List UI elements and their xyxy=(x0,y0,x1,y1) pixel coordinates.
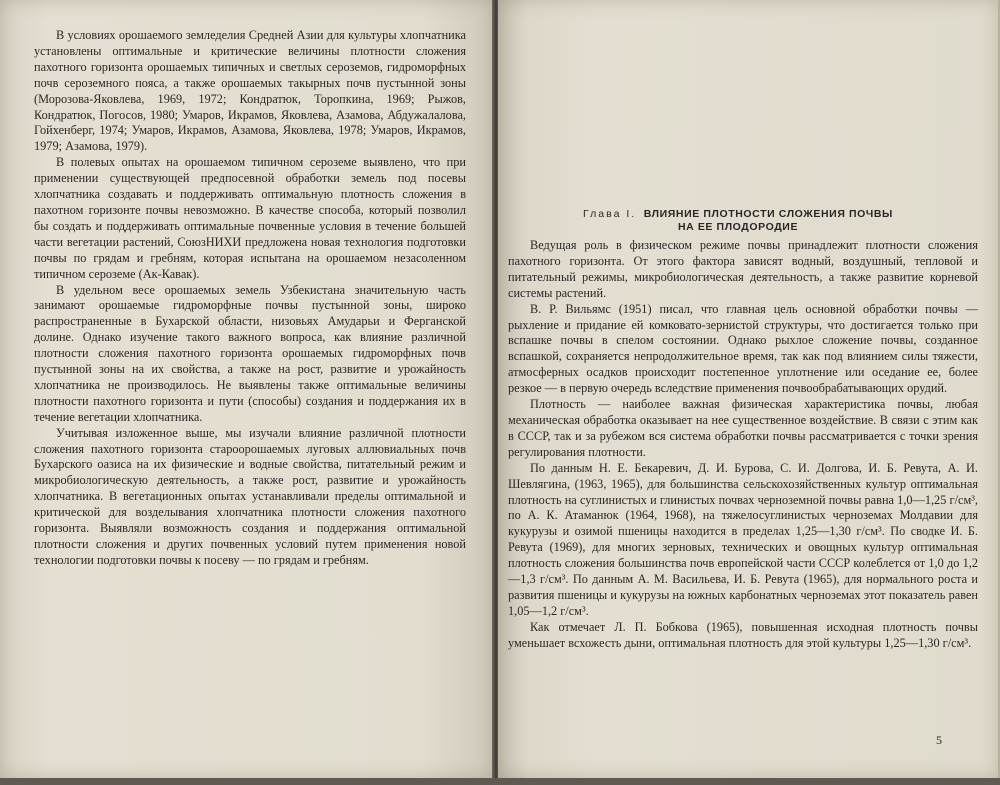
book-bottom-edge xyxy=(0,778,1000,785)
page-number: 5 xyxy=(936,733,942,747)
paragraph: В. Р. Вильямс (1951) писал, что главная цель основной обработки почвы — рыхление и придание ей комковато-зернистой структуры, что достигается только при вспашке почвы в спелом состоянии. Однако рыхлое сложение почвы, созданное вспашкой, сохраняется непродолжительное время, так как под влиянием силы тяжести, атмосферных осадков происходит постепенное уплотнение или оседание ее, более резкое — в первую очередь вследствие применения почвообрабатывающих орудий. xyxy=(508,301,978,396)
left-page xyxy=(0,0,494,778)
chapter-title-line2: НА ЕЕ ПЛОДОРОДИЕ xyxy=(677,221,799,233)
paragraph: Ведущая роль в физическом режиме почвы принадлежит плотности сложения пахотного горизонта. От этого фактора зависят водный, воздушный, тепловой и питательный режимы, микробиологическая деятельность, а также развитие корневой системы растений. xyxy=(508,238,978,300)
chapter-label: Глава I. xyxy=(583,208,637,220)
right-page xyxy=(498,0,998,778)
chapter-title-line1: ВЛИЯНИЕ ПЛОТНОСТИ СЛОЖЕНИЯ ПОЧВЫ xyxy=(643,208,893,220)
paragraph: Плотность — наиболее важная физическая характеристика почвы, любая механическая обработка оказывает на нее существенное воздействие. В связи с этим как в СССР, так и за рубежом вся система обработки почвы рассматривается с точки зрения регулирования плотности. xyxy=(508,397,978,459)
chapter-heading xyxy=(528,208,948,234)
left-page-text xyxy=(34,28,466,569)
right-page-text xyxy=(508,238,978,652)
paragraph: По данным Н. Е. Бекаревич, Д. И. Бурова, С. И. Долгова, И. Б. Ревута, А. И. Шевлягина, (1963, 1965), для большинства сельскохозяйственных культур оптимальная плотность на суглинистых и глинистых почвах черноземной почвы равна 1,0—1,25 г/см³, по А. К. Атаманюк (1964, 1968), на тяжелосуглинистых черноземах Молдавии для кукурузы и озимой пшеницы находится в пределах 1,25—1,30 г/см³. По сводке И. Б. Ревута (1969), для многих зерновых, технических и овощных культур оптимальная плотность сложения большинства почв европейской части СССР колеблется от 1,0 до 1,2—1,3 г/см³. По данным А. М. Васильева, И. Б. Ревута (1965), для нормального роста и развития пшеницы и кукурузы на южных карбонатных черноземах этот показатель равен 1,05—1,2 г/см³. xyxy=(508,460,978,618)
paragraph: В полевых опытах на орошаемом типичном сероземе выявлено, что при применении существующей предпосевной обработки земель под посевы хлопчатника создавать и поддерживать оптимальную плотность сложения в пахотном горизонте почвы невозможно. В качестве способа, который позволил бы создать и поддерживать оптимальные почвенные условия в течение большей части вегетации растений, СоюзНИХИ предложена новая технология подготовки почвы по грядам и гребням, которая испытана на орошаемом незасоленном типичном сероземе (Ак-Кавак). xyxy=(34,155,466,281)
paragraph: Как отмечает Л. П. Бобкова (1965), повышенная исходная плотность почвы уменьшает всхожесть дыни, оптимальная плотность для этой культуры 1,25—1,30 г/см³. xyxy=(508,619,978,650)
paragraph: В условиях орошаемого земледелия Средней Азии для культуры хлопчатника установлены оптимальные и критические величины плотности сложения пахотного горизонта орошаемых типичных и светлых сероземов, гидроморфных почв сероземного пояса, а также орошаемых такырных почв пустынной зоны (Морозова-Яковлева, 1969, 1972; Кондратюк, Торопкина, 1969; Рыжов, Кондратюк, Погосов, 1980; Умаров, Икрамов, Яковлева, Азамова, Абдужалалова, Гойхенберг, 1974; Умаров, Икрамов, Азамова, Яковлева, 1978; Умаров, Икрамов, 1979; Азамова, 1979). xyxy=(34,28,466,154)
paragraph: В удельном весе орошаемых земель Узбекистана значительную часть занимают орошаемые гидроморфные почвы пустынной зоны, широко распространенные в Бухарской области, низовьях Амударьи и Ферганской долине. Однако изучение такого важного вопроса, как влияние различной плотности сложения пахотного горизонта орошаемых гидроморфных почв пустынной зоны на их свойства, а также на рост, развитие и урожайность хлопчатника не производилось. Не выявлены также оптимальные величины плотности пахотного горизонта и пути (способы) создания и поддержания их в течение вегетации хлопчатника. xyxy=(34,282,466,424)
paragraph: Учитывая изложенное выше, мы изучали влияние различной плотности сложения пахотного горизонта староорошаемых луговых аллювиальных почв Бухарского оазиса на их физические и водные свойства, питательный режим и микробиологическую деятельность, а также рост, развитие и урожайность хлопчатника. В вегетационных опытах устанавливали пределы оптимальной и критической для возделывания хлопчатника плотности сложения пахотного горизонта. Выявляли возможность создания и поддержания оптимальной плотности сложения и других почвенных условий путем применения новой технологии подготовки почвы к посеву — по грядам и гребням. xyxy=(34,425,466,567)
